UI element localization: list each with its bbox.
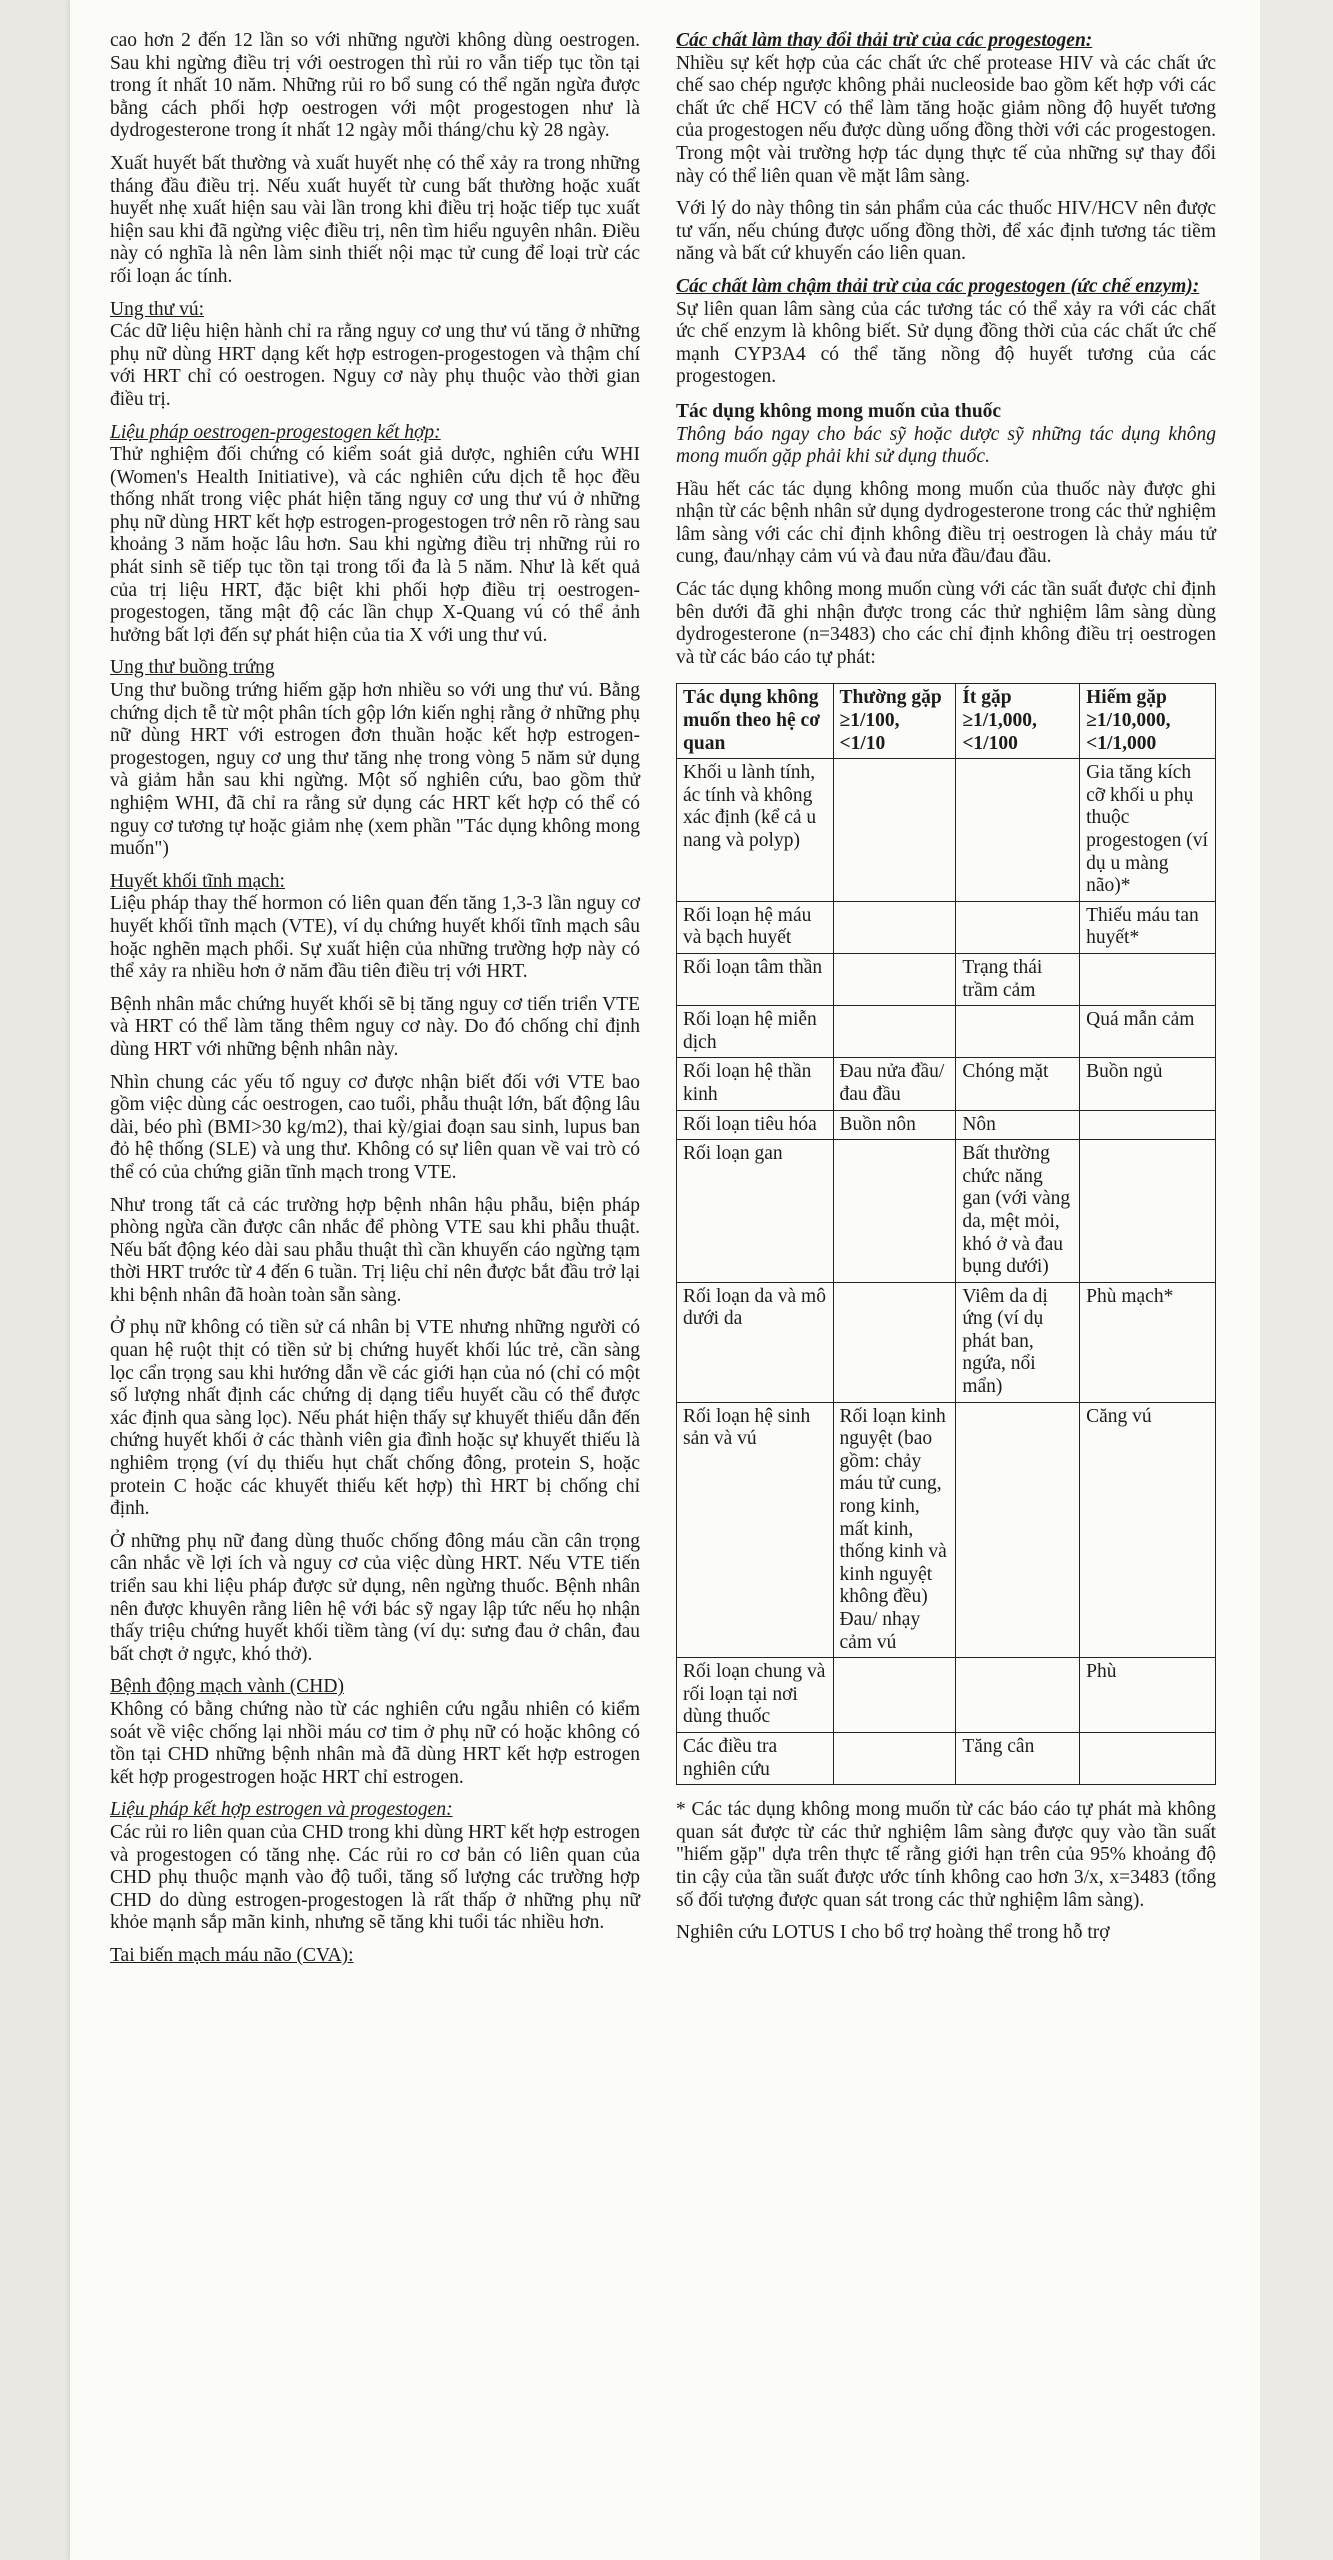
- table-cell: [956, 1006, 1080, 1058]
- paragraph: Nhiều sự kết hợp của các chất ức chế protease HIV và các chất ức chế sao chép ngược không phải nucleoside bao gồm kết hợp với các chất ức chế HCV có thể làm tăng hoặc giảm nồng độ huyết tương của progestogen nếu được dùng uống đồng thời với các progestogen. Trong một vài trường hợp tác dụng thực tế của những sự thay đổi này có thể liên quan về mặt lâm sàng.: [676, 52, 1216, 187]
- table-cell: Chóng mặt: [956, 1058, 1080, 1110]
- section-heading-ovarian-cancer: Ung thư buồng trứng: [110, 657, 275, 679]
- paragraph: Với lý do này thông tin sản phẩm của các thuốc HIV/HCV nên được tư vấn, nếu chúng được uống đồng thời, để xác định tương tác tiềm năng và bất cứ khuyến cáo liên quan.: [676, 198, 1216, 265]
- adverse-effects-notice: Thông báo ngay cho bác sỹ hoặc dược sỹ những tác dụng không mong muốn gặp phải khi sử dụng thuốc.: [676, 423, 1216, 468]
- table-cell: [956, 901, 1080, 953]
- table-cell: Viêm da dị ứng (ví dụ phát ban, ngứa, nổi mẩn): [956, 1282, 1080, 1402]
- table-row: [677, 1658, 1216, 1733]
- section-heading-cva: Tai biến mạch máu não (CVA):: [110, 1944, 354, 1966]
- table-cell: Căng vú: [1080, 1402, 1216, 1658]
- table-row: [677, 1402, 1216, 1658]
- table-row: [677, 1282, 1216, 1402]
- table-cell: Rối loạn gan: [677, 1140, 834, 1283]
- paragraph: cao hơn 2 đến 12 lần so với những người không dùng oestrogen. Sau khi ngừng điều trị với oestrogen thì rủi ro vẫn tiếp tục tồn tại trong ít nhất 10 năm. Những rủi ro bổ sung có thể ngăn ngừa được bằng cách phối hợp oestrogen với một progestogen như là dydrogesterone trong ít nhất 12 ngày mỗi tháng/chu kỳ 28 ngày.: [110, 30, 640, 142]
- paragraph: Các rủi ro liên quan của CHD trong khi dùng HRT kết hợp estrogen và progestogen có tăng nhẹ. Các rủi ro cơ bản có liên quan của CHD phụ thuộc mạnh vào độ tuổi, tăng số lượng các trường hợp CHD do dùng estrogen-progestogen là rất thấp ở những phụ nữ khỏe mạnh sắp mãn kinh, nhưng sẽ tăng khi tuổi tác nhiều hơn.: [110, 1821, 640, 1934]
- left-column: [110, 30, 640, 1968]
- paragraph: Hầu hết các tác dụng không mong muốn của thuốc này được ghi nhận từ các bệnh nhân sử dụng dydrogesterone trong các thử nghiệm lâm sàng với các chỉ định không điều trị oestrogen là chảy máu tử cung, đau/nhạy cảm vú và đau nửa đầu/đau đầu.: [676, 478, 1216, 568]
- table-cell: [956, 759, 1080, 902]
- table-cell: Buồn nôn: [833, 1110, 956, 1140]
- table-cell: Gia tăng kích cỡ khối u phụ thuộc progestogen (ví dụ u màng não)*: [1080, 759, 1216, 902]
- paragraph: Nhìn chung các yếu tố nguy cơ được nhận biết đối với VTE bao gồm việc dùng các oestrogen, cao tuổi, phẫu thuật lớn, bất động lâu dài, béo phì (BMI>30 kg/m2), thai kỳ/giai đoạn sau sinh, lupus ban đỏ hệ thống (SLE) và ung thư. Không có sự liên quan về vai trò có thể có của chứng giãn tĩnh mạch trong VTE.: [110, 1071, 640, 1183]
- right-column: [676, 30, 1216, 1955]
- table-cell: [833, 759, 956, 902]
- table-footnote: * Các tác dụng không mong muốn từ các báo cáo tự phát mà không quan sát được từ các thử nghiệm lâm sàng được quy vào tần suất "hiếm gặp" dựa trên thực tế rằng giới hạn trên của 95% khoảng độ tin cậy của tần suất được ước tính không cao hơn 3/x, x=3483 (tổng số đối tượng được quan sát trong các thử nghiệm lâm sàng).: [676, 1799, 1216, 1911]
- table-cell: [956, 1658, 1080, 1733]
- paragraph: Như trong tất cả các trường hợp bệnh nhân hậu phẫu, biện pháp phòng ngừa cần được cân nhắc để phòng VTE sau khi phẫu thuật. Nếu bất động kéo dài sau phẫu thuật thì cần khuyến cáo ngừng tạm thời HRT trước từ 4 đến 6 tuần. Trị liệu chỉ nên được bắt đầu trở lại khi bệnh nhân đã hoàn toàn sẵn sàng.: [110, 1194, 640, 1306]
- section-heading-chd: Bệnh động mạch vành (CHD): [110, 1676, 344, 1698]
- table-cell: Buồn ngủ: [1080, 1058, 1216, 1110]
- table-cell: Nôn: [956, 1110, 1080, 1140]
- section-heading-elimination-changes: Các chất làm thay đổi thải trừ của các progestogen:: [676, 30, 1093, 51]
- column-header: Thường gặp ≥1/100, <1/10: [833, 684, 956, 759]
- table-cell: Phù mạch*: [1080, 1282, 1216, 1402]
- section-heading-venous-thrombosis: Huyết khối tĩnh mạch:: [110, 870, 285, 892]
- table-cell: [1080, 953, 1216, 1005]
- paragraph: Bệnh nhân mắc chứng huyết khối sẽ bị tăng nguy cơ tiến triển VTE và HRT có thể làm tăng thêm nguy cơ này. Do đó chống chỉ định dùng HRT với những bệnh nhân này.: [110, 993, 640, 1060]
- table-cell: Rối loạn da và mô dưới da: [677, 1282, 834, 1402]
- section-heading-enzyme-inhibitors: Các chất làm chậm thải trừ của các progestogen (ức chế enzym):: [676, 275, 1200, 297]
- table-row: [677, 1140, 1216, 1283]
- table-cell: [1080, 1140, 1216, 1283]
- table-cell: [833, 953, 956, 1005]
- table-cell: [956, 1402, 1080, 1658]
- table-cell: Rối loạn hệ thần kinh: [677, 1058, 834, 1110]
- section-heading-adverse-effects: Tác dụng không mong muốn của thuốc: [676, 400, 1002, 422]
- table-row: [677, 1058, 1216, 1110]
- column-header: Tác dụng không muốn theo hệ cơ quan: [677, 684, 834, 759]
- paragraph: Liệu pháp thay thế hormon có liên quan đến tăng 1,3-3 lần nguy cơ huyết khối tĩnh mạch (VTE), ví dụ chứng huyết khối tĩnh mạch sâu hoặc nghẽn mạch phổi. Sự xuất hiện của những trường hợp này có thể xảy ra nhiều hơn ở năm đầu tiên điều trị với HRT.: [110, 893, 640, 983]
- table-cell: Bất thường chức năng gan (với vàng da, mệt mỏi, khó ở và đau bụng dưới): [956, 1140, 1080, 1283]
- table-cell: Quá mẫn cảm: [1080, 1006, 1216, 1058]
- page-margin-left: [0, 0, 70, 2560]
- table-cell: Khối u lành tính, ác tính và không xác định (kể cả u nang và polyp): [677, 759, 834, 902]
- table-cell: Các điều tra nghiên cứu: [677, 1732, 834, 1784]
- paragraph: Ung thư buồng trứng hiếm gặp hơn nhiều so với ung thư vú. Bằng chứng dịch tễ từ một phân tích gộp lớn kiến nghị rằng ở những phụ nữ dùng HRT với estrogen đơn thuần hoặc kết hợp estrogen-progestogen, nguy cơ ung thư tăng nhẹ trong vòng 5 năm sử dụng và giảm hẳn sau khi ngừng. Một số nghiên cứu, bao gồm thử nghiệm WHI, đã chỉ ra rằng sử dụng các HRT kết hợp có thể có nguy cơ tương tự hoặc giảm nhẹ (xem phần "Tác dụng không mong muốn"): [110, 680, 640, 860]
- paragraph: Thử nghiệm đối chứng có kiểm soát giả dược, nghiên cứu WHI (Women's Health Initiative), và các nghiên cứu dịch tễ học đều thống nhất trong việc phát hiện tăng nguy cơ ung thư vú ở những phụ nữ dùng HRT kết hợp estrogen-progestogen trở nên rõ ràng sau khoảng 3 năm hoặc lâu hơn. Sau khi ngừng điều trị những rủi ro phát sinh sẽ tiếp tục tồn tại trong tối đa là 5 năm. Như là kết quả của trị liệu HRT, đặc biệt khi phối hợp điều trị oestrogen-progestogen, tăng mật độ các lần chụp X-Quang vú có thể ảnh hưởng bất lợi đến sự phát hiện của tia X với ung thư vú.: [110, 444, 640, 646]
- table-cell: Rối loạn chung và rối loạn tại nơi dùng thuốc: [677, 1658, 834, 1733]
- table-row: [677, 1110, 1216, 1140]
- table-row: [677, 953, 1216, 1005]
- table-cell: [833, 1282, 956, 1402]
- table-cell: Rối loạn hệ miễn dịch: [677, 1006, 834, 1058]
- paragraph: Sự liên quan lâm sàng của các tương tác có thể xảy ra với các chất ức chế enzym là không biết. Sử dụng đồng thời của các chất ức chế mạnh CYP3A4 có thể tăng nồng độ huyết tương của các progestogen.: [676, 298, 1216, 388]
- table-cell: Đau nửa đầu/ đau đầu: [833, 1058, 956, 1110]
- table-cell: [1080, 1732, 1216, 1784]
- column-header: Ít gặp ≥1/1,000, <1/100: [956, 684, 1080, 759]
- table-cell: Thiếu máu tan huyết*: [1080, 901, 1216, 953]
- table-cell: Tăng cân: [956, 1732, 1080, 1784]
- table-cell: [833, 901, 956, 953]
- table-cell: Rối loạn hệ sinh sản và vú: [677, 1402, 834, 1658]
- table-cell: [833, 1006, 956, 1058]
- adverse-effects-table: [676, 683, 1216, 1785]
- table-row: [677, 1732, 1216, 1784]
- subheading-estrogen-progestogen: Liệu pháp kết hợp estrogen và progestogen:: [110, 1799, 453, 1821]
- table-row: [677, 901, 1216, 953]
- table-cell: [1080, 1110, 1216, 1140]
- table-cell: Rối loạn tiêu hóa: [677, 1110, 834, 1140]
- table-cell: Trạng thái trầm cảm: [956, 953, 1080, 1005]
- table-header-row: [677, 684, 1216, 759]
- paragraph: Ở những phụ nữ đang dùng thuốc chống đông máu cần cân trọng cân nhắc về lợi ích và nguy cơ của việc dùng HRT. Nếu VTE tiến triển sau khi liệu pháp được sử dụng, nên ngừng thuốc. Bệnh nhân nên được khuyên rằng liên hệ với bác sỹ ngay lập tức nếu họ nhận thấy triệu chứng huyết khối tiềm tàng (ví dụ: sưng đau ở chân, đau bất chợt ở ngực, khó thở).: [110, 1530, 640, 1665]
- table-cell: [833, 1658, 956, 1733]
- section-heading-breast-cancer: Ung thư vú:: [110, 298, 204, 320]
- paragraph: Xuất huyết bất thường và xuất huyết nhẹ có thể xảy ra trong những tháng đầu điều trị. Nếu xuất huyết từ cung bất thường hoặc xuất huyết nhẹ xuất hiện sau vài lần trong khi điều trị hoặc tiếp tục xuất hiện sau khi đã ngừng việc điều trị, nên tìm hiểu nguyên nhân. Điều này có nghĩa là nên làm sinh thiết nội mạc tử cung để loại trừ các rối loạn ác tính.: [110, 152, 640, 287]
- table-cell: Rối loạn hệ máu và bạch huyết: [677, 901, 834, 953]
- paragraph: Ở phụ nữ không có tiền sử cá nhân bị VTE nhưng những người có quan hệ ruột thịt có tiền sử bị chứng huyết khối lúc trẻ, cần sàng lọc cẩn trọng sau khi hướng dẫn về các giới hạn của nó (chỉ có một số lượng nhất định các chứng dị dạng tiểu huyết cầu có thể được xác định qua sàng lọc). Nếu phát hiện thấy sự khuyết thiếu dẫn đến chứng huyết khối ở các thành viên gia đình hoặc sự khuyết thiếu là nghiêm trọng (ví dụ thiếu hụt chất chống đông, protein S, hoặc protein C hoặc các khuyết thiếu kết hợp) thì HRT bị chống chỉ định.: [110, 1317, 640, 1520]
- table-cell: [833, 1140, 956, 1283]
- paragraph: Nghiên cứu LOTUS I cho bổ trợ hoàng thể trong hỗ trợ: [676, 1922, 1110, 1944]
- column-header: Hiếm gặp ≥1/10,000, <1/1,000: [1080, 684, 1216, 759]
- subheading-combined-therapy: Liệu pháp oestrogen-progestogen kết hợp:: [110, 421, 441, 443]
- table-row: [677, 1006, 1216, 1058]
- page-margin-right: [1260, 0, 1333, 2560]
- paragraph: Các tác dụng không mong muốn cùng với các tần suất được chỉ định bên dưới đã ghi nhận được trong các thử nghiệm lâm sàng dùng dydrogesterone (n=3483) cho các chỉ định không điều trị oestrogen và từ các báo cáo tự phát:: [676, 579, 1216, 668]
- table-row: [677, 759, 1216, 902]
- table-cell: Phù: [1080, 1658, 1216, 1733]
- table-cell: [833, 1732, 956, 1784]
- paragraph: Không có bằng chứng nào từ các nghiên cứu ngẫu nhiên có kiểm soát về việc chống lại nhồi máu cơ tim ở phụ nữ có hoặc không có tồn tại CHD những bệnh nhân mà đã dùng HRT kết hợp estrogen kết hợp progestrogen hoặc HRT chỉ estrogen.: [110, 1698, 640, 1788]
- table-cell: Rối loạn kinh nguyệt (bao gồm: chảy máu tử cung, rong kinh, mất kinh, thống kinh và kinh nguyệt không đều) Đau/ nhạy cảm vú: [833, 1402, 956, 1658]
- table-cell: Rối loạn tâm thần: [677, 953, 834, 1005]
- paragraph: Các dữ liệu hiện hành chỉ ra rằng nguy cơ ung thư vú tăng ở những phụ nữ dùng HRT dạng kết hợp estrogen-progestogen và thậm chí với HRT chỉ có oestrogen. Nguy cơ này phụ thuộc vào thời gian điều trị.: [110, 321, 640, 410]
